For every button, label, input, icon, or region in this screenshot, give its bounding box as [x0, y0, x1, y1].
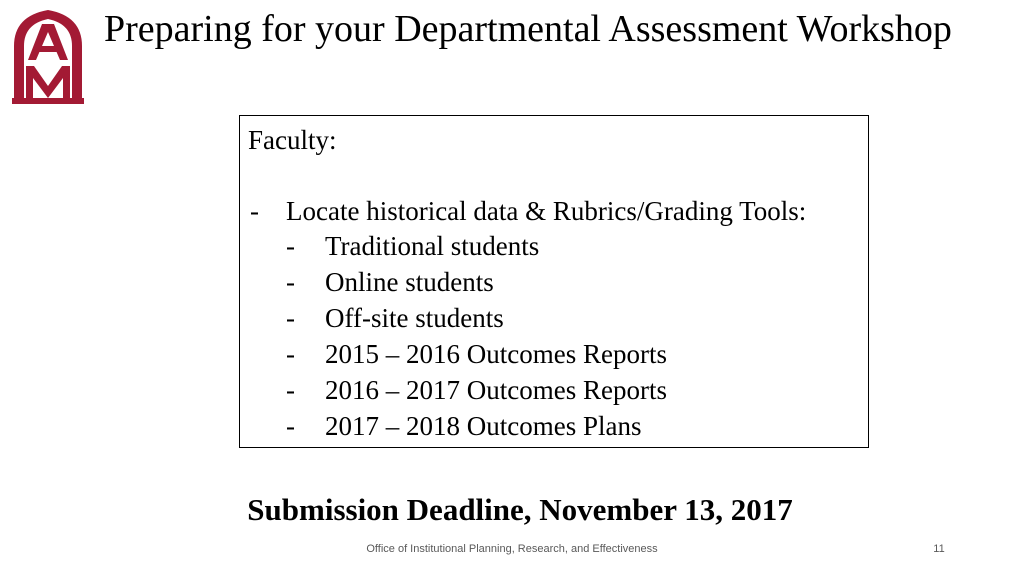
sub-list-item-text: 2015 – 2016 Outcomes Reports: [325, 339, 667, 369]
sub-list-item-text: Online students: [325, 267, 494, 297]
footer-text: Office of Institutional Planning, Research, and Effectiveness: [366, 543, 658, 555]
sub-list-item-text: Traditional students: [325, 231, 540, 261]
bullet-dash: -: [286, 267, 295, 297]
bullet-dash: -: [286, 231, 295, 261]
list-item-text: Locate historical data & Rubrics/Grading Tools:: [286, 196, 807, 226]
faculty-checklist-box: [239, 115, 869, 448]
page-number: 11: [933, 543, 945, 555]
submission-deadline: Submission Deadline, November 13, 2017: [247, 492, 793, 527]
bullet-dash: -: [286, 411, 295, 441]
box-heading: Faculty:: [248, 125, 337, 155]
sub-list-item-text: Off-site students: [325, 303, 504, 333]
bullet-dash: -: [286, 339, 295, 369]
aamu-logo-icon: [8, 6, 88, 106]
bullet-dash: -: [286, 303, 295, 333]
bullet-dash: -: [250, 196, 259, 226]
bullet-dash: -: [286, 375, 295, 405]
sub-list-item-text: 2017 – 2018 Outcomes Plans: [325, 411, 642, 441]
sub-list-item-text: 2016 – 2017 Outcomes Reports: [325, 375, 667, 405]
slide-title: Preparing for your Departmental Assessment Workshop: [104, 8, 952, 50]
